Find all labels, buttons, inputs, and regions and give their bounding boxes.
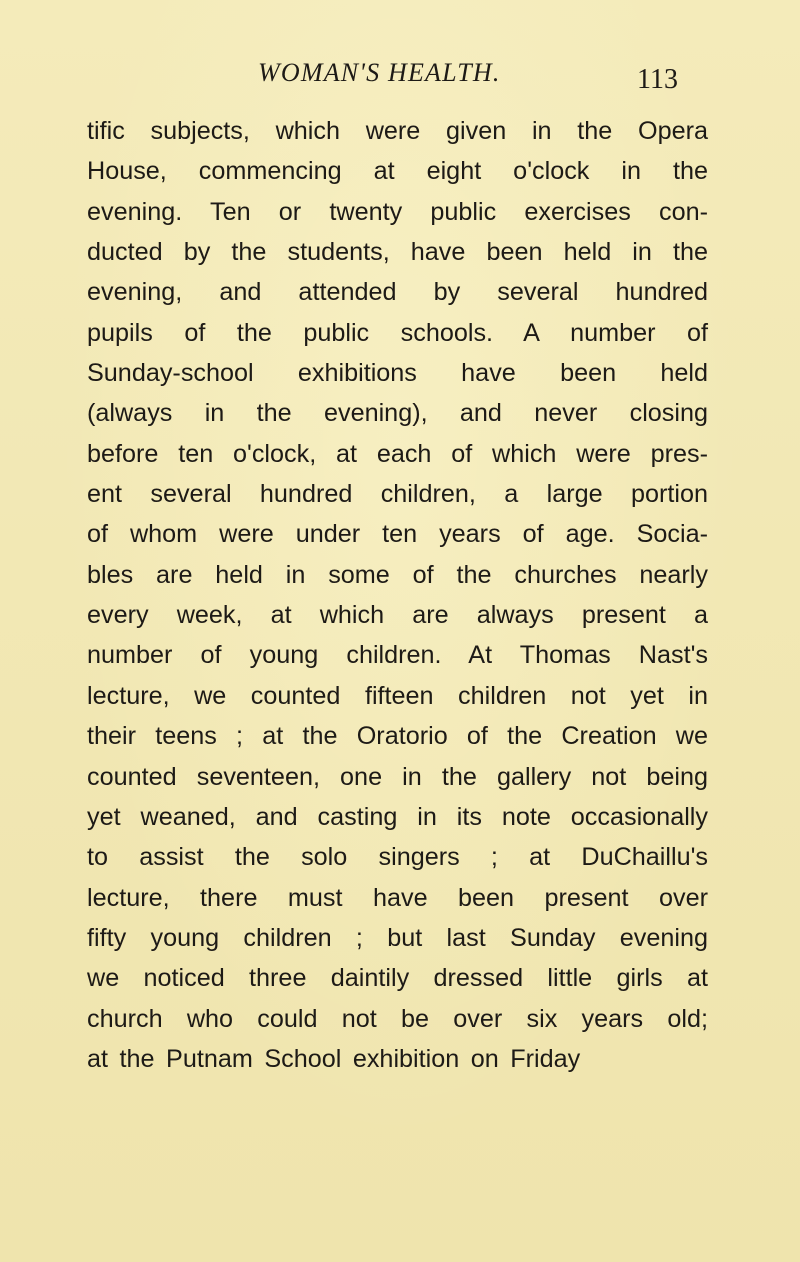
text-line: House, commencing at eight o'clock in the: [87, 157, 708, 186]
text-line: evening. Ten or twenty public exercises con-: [87, 197, 708, 226]
body-text: [87, 111, 708, 1079]
text-line: Sunday-school exhibitions have been held: [87, 359, 708, 388]
text-line: before ten o'clock, at each of which were pres-: [87, 439, 708, 468]
text-line: evening, and attended by several hundred: [87, 278, 708, 307]
page-number: 113: [637, 64, 678, 95]
text-line: number of young children. At Thomas Nast's: [87, 641, 708, 670]
text-line: to assist the solo singers ; at DuChaillu's: [87, 843, 708, 872]
text-line: every week, at which are always present a: [87, 601, 708, 630]
text-line: yet weaned, and casting in its note occasionally: [87, 802, 708, 831]
text-line: at the Putnam School exhibition on Friday: [87, 1044, 581, 1073]
running-title: WOMAN'S HEALTH.: [258, 58, 501, 87]
text-line: we noticed three daintily dressed little girls at: [87, 964, 708, 993]
text-line: counted seventeen, one in the gallery not being: [87, 762, 708, 791]
text-line: tific subjects, which were given in the Opera: [87, 117, 708, 145]
text-line: of whom were under ten years of age. Socia-: [87, 520, 708, 549]
text-line: lecture, there must have been present over: [87, 883, 708, 912]
running-header: [0, 56, 800, 96]
text-line: (always in the evening), and never closing: [87, 399, 708, 428]
text-line: fifty young children ; but last Sunday evening: [87, 923, 708, 952]
text-line: lecture, we counted fifteen children not yet in: [87, 681, 708, 710]
text-line: ducted by the students, have been held in the: [87, 238, 708, 267]
text-line: pupils of the public schools. A number of: [87, 318, 708, 347]
text-line: ent several hundred children, a large portion: [87, 480, 708, 509]
text-line: bles are held in some of the churches nearly: [87, 560, 708, 589]
text-line: their teens ; at the Oratorio of the Creation we: [87, 722, 708, 751]
text-line: church who could not be over six years old;: [87, 1004, 708, 1033]
